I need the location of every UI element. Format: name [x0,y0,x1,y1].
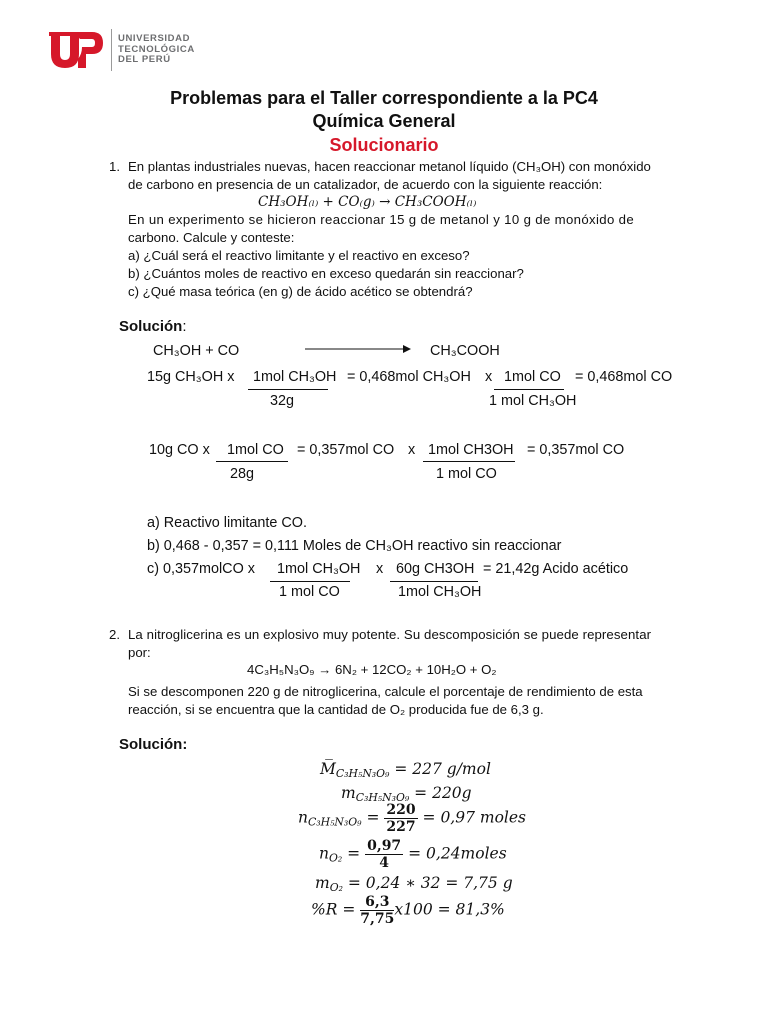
calc-2-denominator: 28g [230,466,255,482]
fraction [360,894,394,927]
university-line-1: UNIVERSIDAD [118,33,191,44]
university-line-3: DEL PERÚ [118,54,171,65]
eq-rhs: = 0,97 moles [422,808,526,827]
eq-symbol: M̅ [320,760,336,778]
problem-1-text: En un experimento se hicieron reaccionar 15 g de metanol y 10 g de monóxido de [128,212,635,227]
answer-c-denominator: 1 mol CO [279,584,340,600]
university-line-2: TECNOLÓGICA [118,43,195,55]
answer-c-part: 1mol CH₃OH [277,561,361,577]
eq-symbol: %R = [311,900,356,919]
answer-c-part: c) 0,357molCO x [147,561,255,577]
fraction-bar [423,461,515,462]
eq-rhs: x100 = 81,3% [394,900,505,919]
equation-mass [341,784,472,804]
eq-subscript: C₃H₅N₃O₉ [307,815,362,829]
problem-1-question-a: a) ¿Cuál será el reactivo limitante y el reactivo en exceso? [128,248,470,263]
calc-1-part: 1mol CO [504,369,561,385]
solution-1-heading-colon: : [182,318,187,335]
equation-mass-o2 [315,874,513,894]
problem-1-question-b: b) ¿Cuántos moles de reactivo en exceso quedarán sin reaccionar? [128,266,524,281]
answer-b: b) 0,468 - 0,357 = 0,111 Moles de CH₃OH reactivo sin reaccionar [147,538,562,554]
eq-subscript: O₂ [328,851,343,865]
problem-1-reaction: CH₃OH₍ₗ₎ + CO₍g₎ → CH₃COOH₍ₗ₎ [258,194,477,210]
reaction-arrow-icon [305,342,411,356]
calc-1-part: 15g CH₃OH x [147,369,235,385]
calc-1-part: 1mol CH₃OH [253,369,337,385]
problem-1-number: 1. [109,159,120,174]
calc-1-denominator: 1 mol CH₃OH [489,393,577,409]
calc-1-part: = 0,468mol CH₃OH [347,369,471,385]
eq-rhs: = 0,24 ∗ 32 = 7,75 g [347,874,513,892]
solucionario-title: Solucionario [329,135,439,155]
calc-2-part: 1mol CO [227,442,284,458]
problem-2-text: reacción, si se encuentra que la cantidad de O₂ producida fue de 6,3 g. [128,702,544,717]
equation-moles: $n_{C_3H_5N_3O_9}$ = $\frac{220}{227}$ = 0,97 moles [298,802,526,835]
calc-1-denominator: 32g [270,393,295,409]
solution-1-product: CH₃COOH [430,343,500,359]
problem-1-text: carbono. Calcule y conteste: [128,230,295,245]
fraction-bar [270,581,350,582]
utp-logo-icon [48,28,106,72]
problem-2-text: por: [128,645,151,660]
calc-2-part: 10g CO x [149,442,210,458]
eq-symbol: n [298,808,308,827]
fraction-numerator: 220 [386,802,416,818]
calc-2-part: x [408,442,416,458]
eq-rhs: = 220g [414,784,472,802]
answer-c-part: 60g CH3OH [396,561,475,577]
solution-1-heading [119,318,187,335]
equation-molar-mass [320,760,491,780]
problem-2-text: Si se descomponen 220 g de nitroglicerina, calcule el porcentaje de rendimiento de esta [128,684,643,699]
fraction-bar [494,389,564,390]
answer-a: a) Reactivo limitante CO. [147,515,307,531]
eq-subscript: C₃H₅N₃O₉ [335,767,390,780]
calc-2-part: 1mol CH3OH [428,442,514,458]
eq-symbol: m [341,784,356,802]
problem-1-text: En plantas industriales nuevas, hacen reaccionar metanol líquido (CH₃OH) con monóxido [128,159,651,174]
solution-2-heading: Solución: [119,736,188,753]
eq-rhs: = 227 g/mol [394,760,491,778]
fraction-bar [216,461,288,462]
fraction-denominator: 227 [386,819,416,835]
fraction-denominator: 4 [379,855,389,871]
university-name [118,34,195,66]
fraction-numerator: 0,97 [367,838,402,854]
calc-2-denominator: 1 mol CO [436,466,497,482]
equation-yield [311,894,505,927]
calc-1-part: x [485,369,493,385]
eq-subscript: O₂ [329,881,343,894]
eq-rhs: = 0,24moles [408,844,507,863]
university-logo [48,28,200,72]
solution-1-heading-text: Solución [119,318,183,335]
calc-1-part: = 0,468mol CO [575,369,673,385]
calc-2-part: = 0,357mol CO [527,442,625,458]
logo-divider [111,29,112,71]
solution-1-reactants: CH₃OH + CO [153,343,240,359]
answer-c-part: = 21,42g Acido acético [483,561,629,577]
eq-symbol: n [319,844,329,863]
problem-2-text: La nitroglicerina es un explosivo muy potente. Su descomposición se puede representar [128,627,652,642]
problem-2-number: 2. [109,627,120,642]
problem-1-text: de carbono en presencia de un catalizador, de acuerdo con la siguiente reacción: [128,177,603,192]
doc-subtitle: Química General [312,111,456,131]
eq-symbol: m [315,874,330,892]
fraction [384,802,417,835]
equation-moles-o2: $n_{O_2}$ = $\frac{0,97}{4}$ = 0,24moles [319,838,507,871]
doc-title: Problemas para el Taller correspondiente a la PC4 [170,88,598,108]
problem-1-question-c: c) ¿Qué masa teórica (en g) de ácido acético se obtendrá? [128,284,473,299]
eq-subscript: C₃H₅N₃O₉ [355,791,410,804]
answer-c-part: x [376,561,384,577]
fraction-numerator: 6,3 [360,894,394,911]
fraction-bar [390,581,478,582]
fraction-bar [248,389,328,390]
fraction-denominator: 7,75 [360,911,395,927]
answer-c-denominator: 1mol CH₃OH [398,584,482,600]
problem-2-reaction: 4C₃H₅N₃O₉ → 6N₂ + 12CO₂ + 10H₂O + O₂ [247,662,497,677]
fraction [365,838,403,871]
calc-2-part: = 0,357mol CO [297,442,395,458]
